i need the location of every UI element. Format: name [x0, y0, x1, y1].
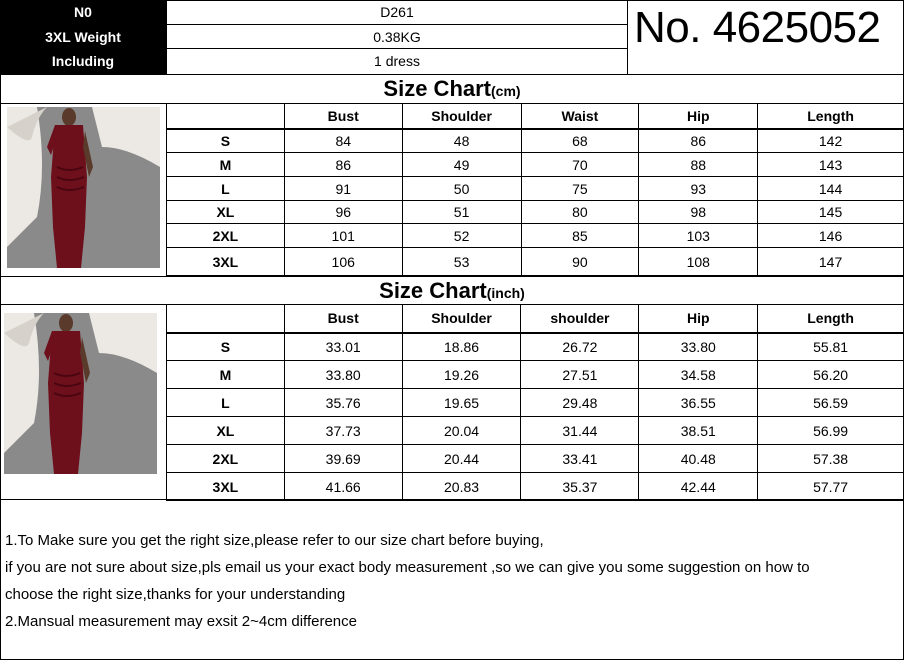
table-row [167, 248, 904, 276]
measurement-cell: 56.59 [758, 389, 904, 417]
size-label: XL [167, 417, 285, 445]
table-row [167, 153, 904, 177]
column-header: Waist [521, 104, 639, 129]
table-row [167, 224, 904, 248]
measurement-cell: 26.72 [521, 333, 639, 361]
measurement-cell: 20.44 [402, 445, 521, 473]
size-label: L [167, 177, 285, 201]
table-row [167, 201, 904, 224]
table-row [167, 129, 904, 153]
package-contents: 1 dress [374, 53, 420, 70]
measurement-cell: 108 [639, 248, 758, 276]
cm-title-text: Size Chart [383, 76, 492, 101]
dress-photo [7, 107, 160, 268]
column-header: Length [758, 305, 904, 333]
measurement-cell: 96 [284, 201, 402, 224]
measurement-cell: 19.65 [402, 389, 521, 417]
measurement-cell: 142 [758, 129, 904, 153]
measurement-cell: 106 [284, 248, 402, 276]
measurement-cell: 41.66 [284, 473, 402, 501]
size-label: S [167, 129, 285, 153]
measurement-cell: 33.41 [521, 445, 639, 473]
measurement-cell: 48 [402, 129, 521, 153]
table-row [167, 333, 904, 361]
note-line: choose the right size,thanks for your understanding [5, 586, 346, 603]
measurement-cell: 50 [402, 177, 521, 201]
table-row [167, 361, 904, 389]
weight-line: N0 [74, 4, 92, 20]
note-line: 1.To Make sure you get the right size,please refer to our size chart before buying, [5, 532, 544, 549]
measurement-cell: 33.01 [284, 333, 402, 361]
measurement-cell: 103 [639, 224, 758, 248]
measurement-cell: 33.80 [284, 361, 402, 389]
weight-value: 0.38KG [167, 25, 627, 50]
size-label: M [167, 361, 285, 389]
measurement-cell: 56.99 [758, 417, 904, 445]
measurement-cell: 20.83 [402, 473, 521, 501]
measurement-cell: 19.26 [402, 361, 521, 389]
size-label: 3XL [167, 248, 285, 276]
size-label: M [167, 153, 285, 177]
note-line: if you are not sure about size,pls email us your exact body measurement ,so we can give you some suggestion on how to [5, 559, 810, 576]
weight-info-block [166, 0, 628, 74]
size-label: 2XL [167, 445, 285, 473]
table-row [167, 177, 904, 201]
column-header: Shoulder [402, 104, 521, 129]
measurement-cell: 20.04 [402, 417, 521, 445]
measurement-cell: 35.76 [284, 389, 402, 417]
inch-chart-title [0, 277, 904, 304]
model-code: D261 [167, 0, 627, 25]
weight-line: 3XL Weight [45, 28, 121, 45]
measurement-cell: 84 [284, 129, 402, 153]
measurement-cell: 33.80 [639, 333, 758, 361]
table-header-row [167, 104, 904, 129]
measurement-cell: 27.51 [521, 361, 639, 389]
measurement-cell: 147 [758, 248, 904, 276]
measurement-cell: 57.38 [758, 445, 904, 473]
table-row [167, 389, 904, 417]
size-column-header [167, 104, 285, 129]
measurement-cell: 146 [758, 224, 904, 248]
measurement-cell: 143 [758, 153, 904, 177]
cm-unit: (cm) [491, 83, 521, 99]
measurement-cell: 34.58 [639, 361, 758, 389]
table-row [167, 445, 904, 473]
weight-line: Including [51, 53, 115, 70]
note-line: 2.Mansual measurement may exsit 2~4cm difference [5, 613, 357, 630]
measurement-cell: 49 [402, 153, 521, 177]
measurement-cell: 53 [402, 248, 521, 276]
table-row [167, 473, 904, 501]
cm-size-table [166, 103, 904, 276]
weight-label-block [0, 0, 166, 74]
measurement-cell: 98 [639, 201, 758, 224]
column-header: Hip [639, 104, 758, 129]
measurement-cell: 42.44 [639, 473, 758, 501]
measurement-cell: 85 [521, 224, 639, 248]
measurement-cell: 86 [639, 129, 758, 153]
measurement-cell: 68 [521, 129, 639, 153]
measurement-cell: 90 [521, 248, 639, 276]
measurement-cell: 144 [758, 177, 904, 201]
measurement-cell: 91 [284, 177, 402, 201]
table-row [167, 417, 904, 445]
measurement-cell: 70 [521, 153, 639, 177]
inch-title-text: Size Chart [379, 278, 487, 303]
size-label: L [167, 389, 285, 417]
measurement-cell: 56.20 [758, 361, 904, 389]
cm-chart-title [0, 75, 904, 103]
column-header: Bust [284, 305, 402, 333]
column-header: Shoulder [402, 305, 521, 333]
inch-size-table [166, 304, 904, 501]
column-header: shoulder [521, 305, 639, 333]
divider [0, 499, 904, 500]
product-number: No. 4625052 [634, 3, 881, 52]
measurement-cell: 29.48 [521, 389, 639, 417]
measurement-cell: 40.48 [639, 445, 758, 473]
measurement-cell: 80 [521, 201, 639, 224]
size-label: XL [167, 201, 285, 224]
measurement-cell: 55.81 [758, 333, 904, 361]
measurement-cell: 86 [284, 153, 402, 177]
size-label: 2XL [167, 224, 285, 248]
measurement-cell: 75 [521, 177, 639, 201]
table-header-row [167, 305, 904, 333]
inch-unit: (inch) [486, 285, 525, 301]
dress-photo [4, 313, 157, 474]
size-notes [5, 527, 810, 635]
size-label: S [167, 333, 285, 361]
size-column-header [167, 305, 285, 333]
measurement-cell: 39.69 [284, 445, 402, 473]
measurement-cell: 101 [284, 224, 402, 248]
size-label: 3XL [167, 473, 285, 501]
measurement-cell: 93 [639, 177, 758, 201]
measurement-cell: 37.73 [284, 417, 402, 445]
measurement-cell: 18.86 [402, 333, 521, 361]
measurement-cell: 88 [639, 153, 758, 177]
measurement-cell: 35.37 [521, 473, 639, 501]
measurement-cell: 52 [402, 224, 521, 248]
column-header: Bust [284, 104, 402, 129]
measurement-cell: 145 [758, 201, 904, 224]
column-header: Hip [639, 305, 758, 333]
measurement-cell: 57.77 [758, 473, 904, 501]
measurement-cell: 51 [402, 201, 521, 224]
measurement-cell: 31.44 [521, 417, 639, 445]
measurement-cell: 38.51 [639, 417, 758, 445]
column-header: Length [758, 104, 904, 129]
measurement-cell: 36.55 [639, 389, 758, 417]
